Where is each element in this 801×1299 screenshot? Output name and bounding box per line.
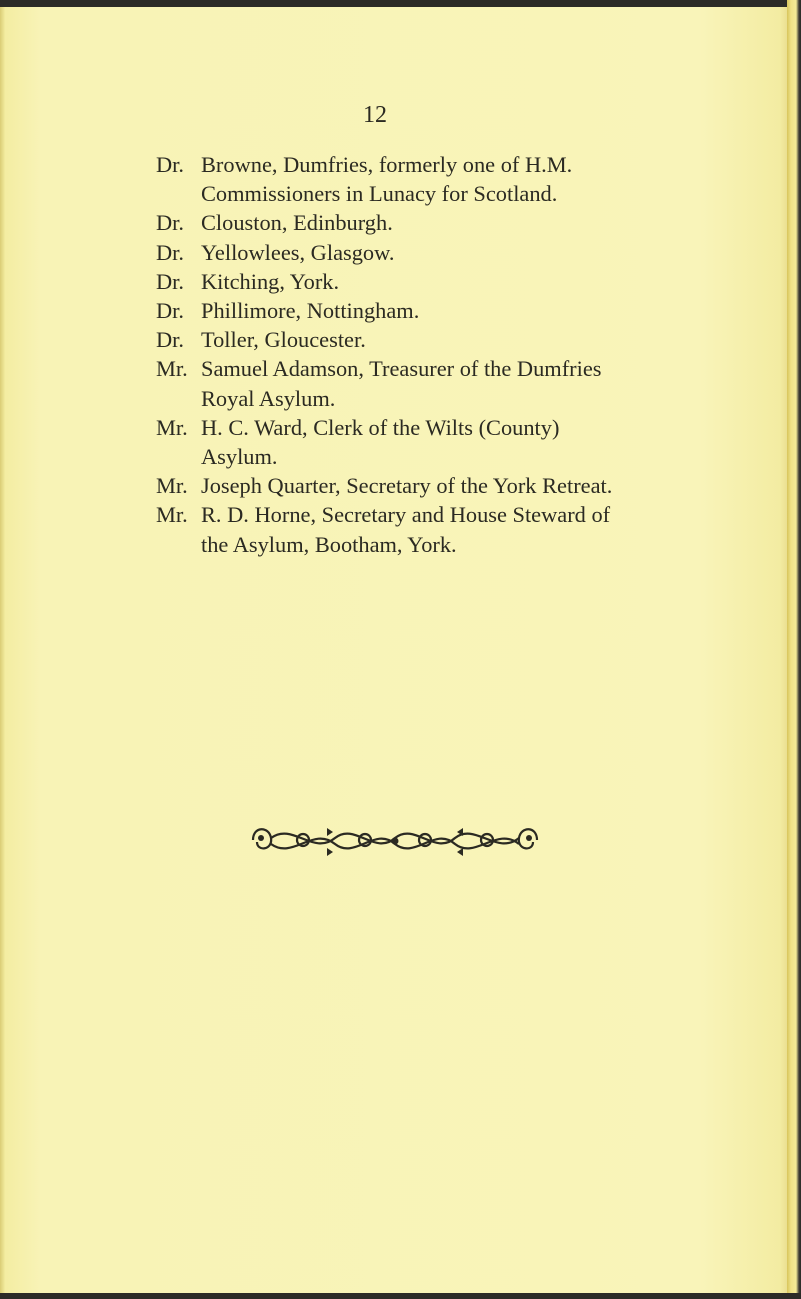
entry-title: Mr. bbox=[156, 356, 188, 382]
decorative-tailpiece-ornament bbox=[243, 820, 547, 860]
list-entry bbox=[156, 471, 716, 500]
list-entry bbox=[156, 238, 716, 267]
entry-title: Dr. bbox=[156, 152, 184, 177]
list-entry bbox=[156, 150, 716, 208]
page-bottom-edge bbox=[0, 1293, 801, 1299]
entry-line: R. D. Horne, Secretary and House Steward of bbox=[201, 502, 611, 528]
entry-line: H. C. Ward, Clerk of the Wilts (County) bbox=[201, 414, 560, 440]
entry-line: Browne, Dumfries, formerly one of H.M. bbox=[201, 152, 573, 177]
entry-title: Dr. bbox=[156, 239, 184, 265]
entry-title: Dr. bbox=[156, 210, 184, 236]
page-left-edge bbox=[0, 0, 5, 1299]
entry-title: Mr. bbox=[156, 502, 188, 528]
list-entry bbox=[156, 208, 716, 237]
page-binding-edge bbox=[787, 0, 801, 1299]
list-entry bbox=[156, 500, 716, 558]
page-number: 12 bbox=[363, 102, 387, 128]
list-entry bbox=[156, 267, 716, 296]
entry-line: Phillimore, Nottingham. bbox=[201, 298, 420, 324]
entry-line: Kitching, York. bbox=[201, 268, 340, 294]
entry-line: Clouston, Edinburgh. bbox=[201, 210, 393, 236]
entry-line: Royal Asylum. bbox=[201, 385, 336, 411]
entry-line: Samuel Adamson, Treasurer of the Dumfries bbox=[201, 356, 602, 382]
entry-line: Joseph Quarter, Secretary of the York Retreat. bbox=[201, 473, 613, 499]
entry-title: Mr. bbox=[156, 473, 188, 499]
list-entry bbox=[156, 354, 716, 412]
entry-line: Toller, Gloucester. bbox=[201, 327, 366, 353]
entry-title: Dr. bbox=[156, 298, 184, 324]
list-entry bbox=[156, 413, 716, 471]
name-list bbox=[156, 150, 716, 559]
entry-title: Dr. bbox=[156, 327, 184, 353]
entry-title: Mr. bbox=[156, 414, 188, 440]
list-entry bbox=[156, 325, 716, 354]
entry-line: the Asylum, Bootham, York. bbox=[201, 531, 457, 557]
list-entry bbox=[156, 296, 716, 325]
entry-line: Yellowlees, Glasgow. bbox=[201, 239, 395, 265]
entry-line: Commissioners in Lunacy for Scotland. bbox=[201, 181, 558, 207]
page-top-edge bbox=[0, 0, 801, 7]
entry-title: Dr. bbox=[156, 268, 184, 294]
entry-line: Asylum. bbox=[201, 444, 278, 470]
